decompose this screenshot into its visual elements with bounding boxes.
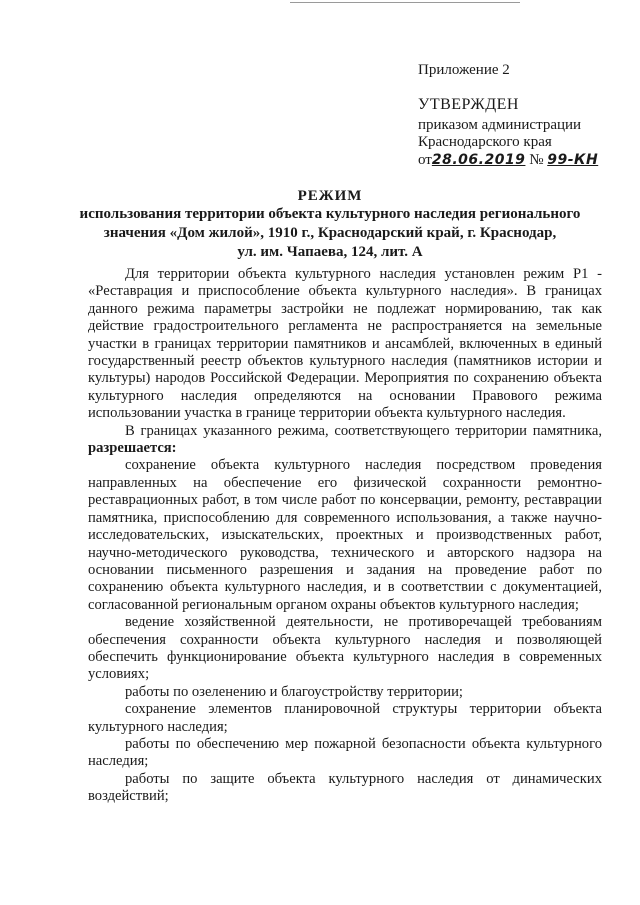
order-date-prefix: от xyxy=(418,152,432,168)
order-line-2: Краснодарского края xyxy=(418,134,552,150)
appendix-label: Приложение 2 xyxy=(418,62,510,78)
list-item-preservation: сохранение объекта культурного наследия посредством проведения направленных на обеспечение его физической сохранности ремонтно-реставрационных работ, в том числе работ по консервации, ремонту, реставрации памятника, приспособлению для современного использования, а также научно-исследовательских, изыскательских, проектных и производственных работ, научно-методического руководства, технического и авторского надзора на основании письменного разрешения и задания на проведение работ по сохранению объекта культурного наследия, и в соответствии с документацией, согласованной региональным органом охраны объектов культурного наследия; xyxy=(88,457,602,613)
order-number-handwritten: 99-КН xyxy=(547,152,599,168)
list-item-economic-activity: ведение хозяйственной деятельности, не противоречащей требованиям обеспечения сохранности объекта культурного наследия и позволяющей обеспечить функционирование объекта культурного наследия в современных условиях; xyxy=(88,614,602,683)
scan-top-line xyxy=(290,2,520,3)
document-subtitle-line-2: значения «Дом жилой», 1910 г., Краснодарский край, г. Краснодар, xyxy=(103,225,557,241)
list-item-fire-safety: работы по обеспечению мер пожарной безопасности объекта культурного наследия; xyxy=(88,735,602,770)
list-item-planning-structure: сохранение элементов планировочной структуры территории объекта культурного наследия; xyxy=(88,701,602,735)
order-number-prefix: № xyxy=(529,152,544,168)
document-title: РЕЖИМ xyxy=(297,188,363,204)
allowed-keyword: разрешается: xyxy=(88,440,177,457)
order-line-1: приказом администрации xyxy=(418,117,582,133)
list-item-landscaping: работы по озеленению и благоустройству территории; xyxy=(125,683,463,700)
list-item-dynamic-protection: работы по защите объекта культурного наследия от динамических воздействий; xyxy=(88,770,602,805)
paragraph-allowed-intro xyxy=(88,423,602,458)
approved-label: УТВЕРЖДЕН xyxy=(418,96,519,113)
order-date-handwritten: 28.06.2019 xyxy=(431,152,526,168)
paragraph-regime: Для территории объекта культурного наследия установлен режим Р1 - «Реставрация и приспособление объекта культурного наследия». В границах данного режима параметры застройки не подлежат нормированию, так как действие градостроительного регламента не распространяется на земельные участки в границах территории памятников и ансамблей, включенных в единый государственный реестр объектов культурного наследия (памятников истории и культуры) народов Российской Федерации. Мероприятия по сохранению объекта культурного наследия определяются на основании Правового режима использовании участка в границе территории объекта культурного наследия. xyxy=(88,266,602,422)
document-subtitle-line-3: ул. им. Чапаева, 124, лит. А xyxy=(237,244,423,260)
document-body xyxy=(88,266,602,806)
order-date-line xyxy=(418,151,598,169)
document-subtitle-line-1: использования территории объекта культурного наследия регионального xyxy=(79,206,581,222)
allowed-intro-text: В границах указанного режима, соответствующего территории памятника, xyxy=(125,422,602,439)
